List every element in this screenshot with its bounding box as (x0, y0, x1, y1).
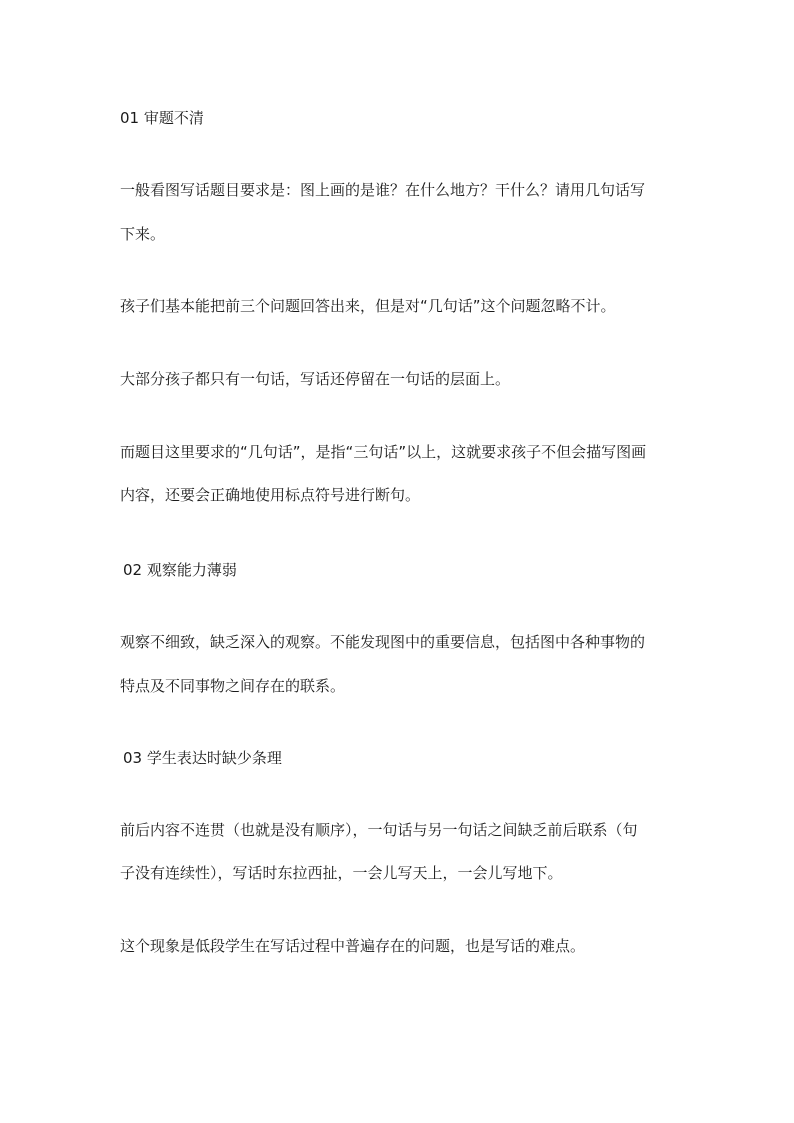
section-heading-3: 03 学生表达时缺少条理 (123, 749, 282, 767)
paragraph-line: 特点及不同事物之间存在的联系。 (120, 677, 346, 695)
paragraph-line: 前后内容不连贯（也就是没有顺序），一句话与另一句话之间缺乏前后联系（句 (120, 821, 638, 839)
paragraph-line: 而题目这里要求的“几句话”，是指“三句话”以上，这就要求孩子不但会描写图画 (120, 443, 647, 461)
paragraph-line: 大部分孩子都只有一句话，写话还停留在一句话的层面上。 (120, 370, 511, 388)
paragraph-line: 内容，还要会正确地使用标点符号进行断句。 (120, 486, 421, 504)
paragraph-line: 观察不细致，缺乏深入的观察。不能发现图中的重要信息，包括图中各种事物的 (120, 633, 646, 651)
paragraph-line: 一般看图写话题目要求是：图上画的是谁？在什么地方？干什么？请用几句话写 (120, 181, 646, 199)
section-heading-1: 01 审题不清 (120, 109, 204, 127)
paragraph-line: 这个现象是低段学生在写话过程中普遍存在的问题，也是写话的难点。 (120, 937, 586, 955)
paragraph-line: 子没有连续性），写话时东拉西扯，一会儿写天上，一会儿写地下。 (120, 864, 563, 882)
section-heading-2: 02 观察能力薄弱 (123, 561, 237, 579)
paragraph-line: 下来。 (120, 225, 166, 243)
paragraph-line: 孩子们基本能把前三个问题回答出来，但是对“几句话”这个问题忽略不计。 (120, 297, 616, 315)
